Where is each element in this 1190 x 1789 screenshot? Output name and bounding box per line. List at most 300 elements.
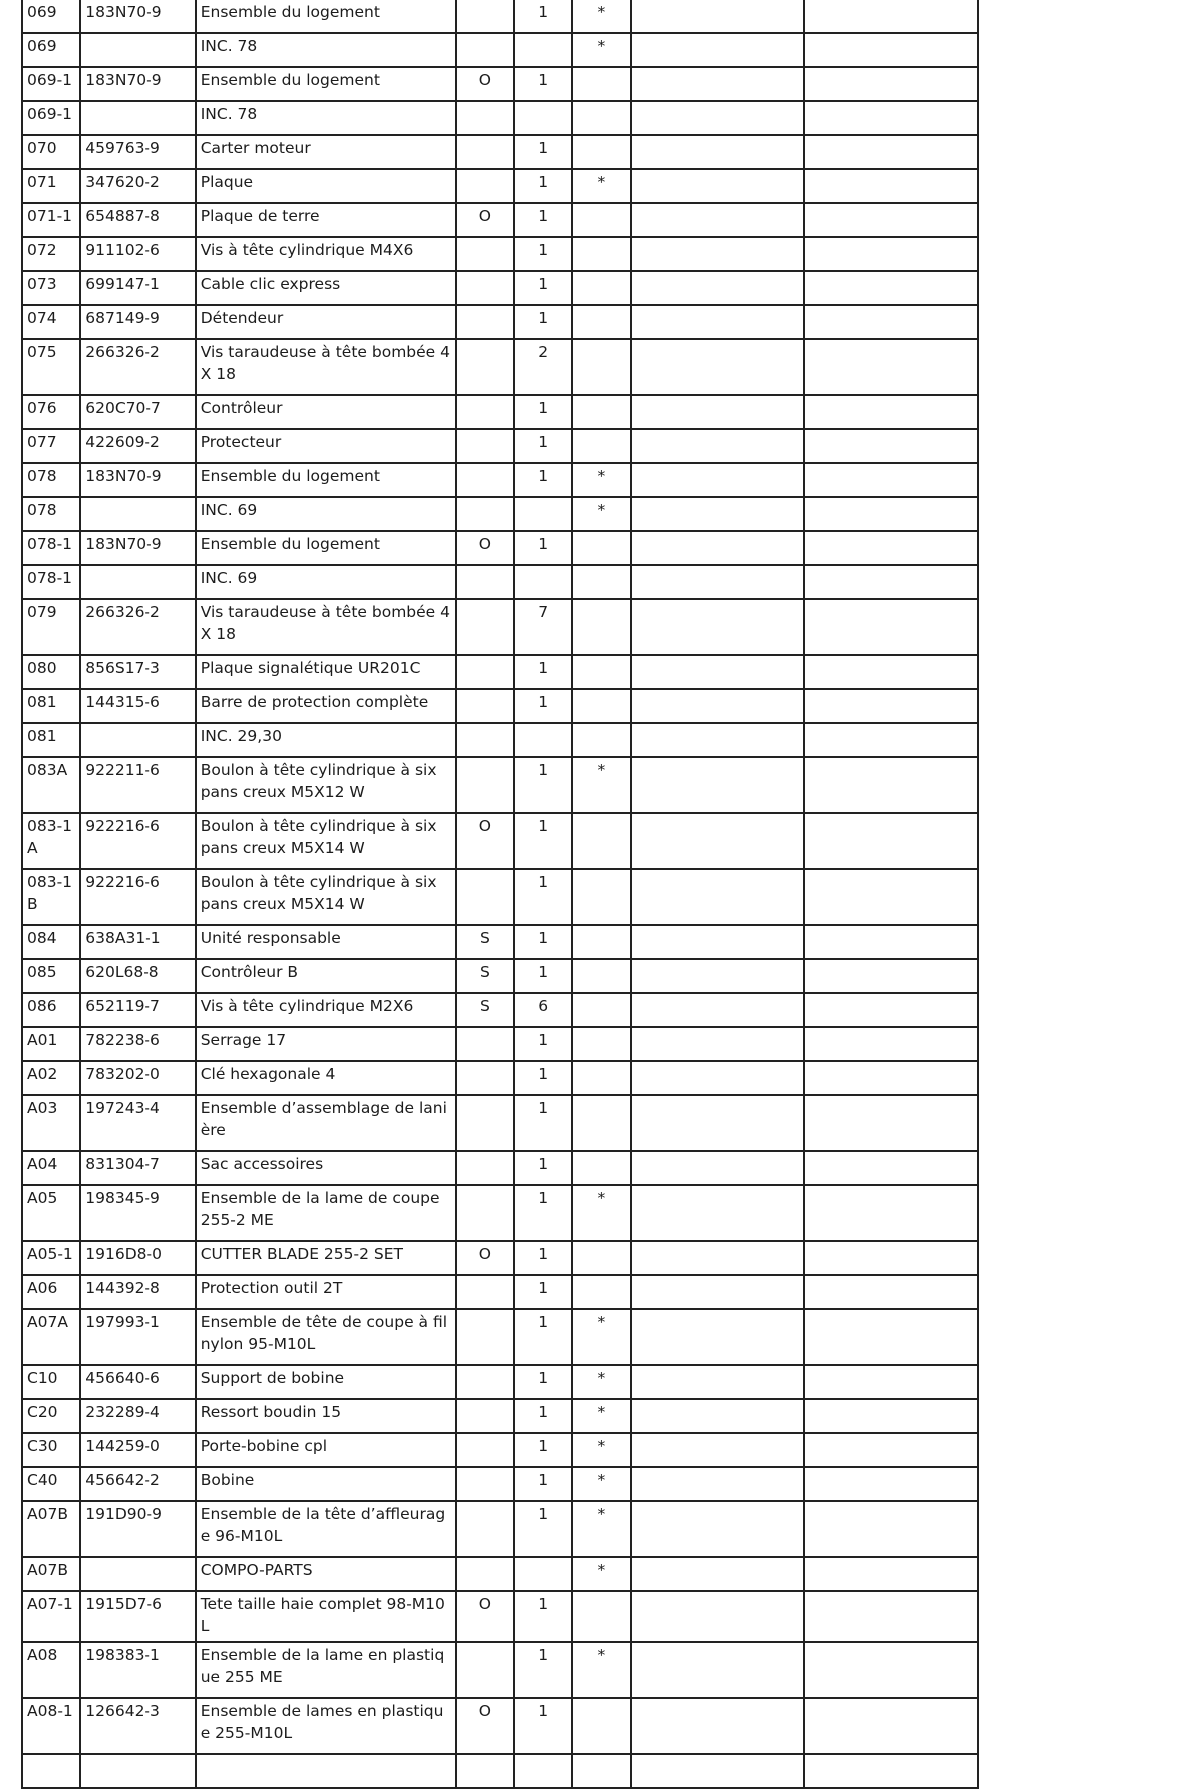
empty-cell bbox=[804, 67, 978, 101]
parts-table-body bbox=[22, 0, 978, 1788]
part-number-cell: 144315-6 bbox=[80, 689, 195, 723]
option-cell bbox=[456, 869, 514, 925]
description-cell: Tete taille haie complet 98-M10L bbox=[196, 1591, 456, 1642]
option-cell bbox=[456, 1309, 514, 1365]
empty-cell bbox=[804, 1557, 978, 1591]
table-row bbox=[22, 869, 978, 925]
table-row bbox=[22, 1151, 978, 1185]
item-number-cell: 069-1 bbox=[22, 101, 80, 135]
option-cell bbox=[456, 271, 514, 305]
empty-cell bbox=[631, 1309, 805, 1365]
option-cell bbox=[456, 565, 514, 599]
empty-cell bbox=[804, 33, 978, 67]
empty-cell bbox=[804, 1433, 978, 1467]
table-row bbox=[22, 203, 978, 237]
part-number-cell: 266326-2 bbox=[80, 339, 195, 395]
description-cell: INC. 78 bbox=[196, 101, 456, 135]
description-cell: CUTTER BLADE 255-2 SET bbox=[196, 1241, 456, 1275]
note-cell: * bbox=[572, 33, 630, 67]
empty-cell bbox=[804, 1399, 978, 1433]
empty-cell bbox=[631, 1754, 805, 1788]
part-number-cell: 191D90-9 bbox=[80, 1501, 195, 1557]
quantity-cell: 1 bbox=[514, 531, 572, 565]
description-cell: Vis taraudeuse à tête bombée 4X 18 bbox=[196, 599, 456, 655]
empty-cell bbox=[804, 689, 978, 723]
empty-cell bbox=[631, 869, 805, 925]
empty-cell bbox=[804, 1241, 978, 1275]
empty-cell bbox=[804, 1061, 978, 1095]
option-cell: S bbox=[456, 993, 514, 1027]
quantity-cell: 1 bbox=[514, 395, 572, 429]
quantity-cell: 6 bbox=[514, 993, 572, 1027]
empty-cell bbox=[804, 1027, 978, 1061]
item-number-cell: 081 bbox=[22, 689, 80, 723]
note-cell bbox=[572, 271, 630, 305]
option-cell bbox=[456, 655, 514, 689]
note-cell: * bbox=[572, 169, 630, 203]
item-number-cell: A06 bbox=[22, 1275, 80, 1309]
part-number-cell: 232289-4 bbox=[80, 1399, 195, 1433]
item-number-cell: 073 bbox=[22, 271, 80, 305]
empty-cell bbox=[804, 1095, 978, 1151]
item-number-cell: 086 bbox=[22, 993, 80, 1027]
empty-cell bbox=[631, 1365, 805, 1399]
empty-cell bbox=[804, 723, 978, 757]
quantity-cell: 1 bbox=[514, 1399, 572, 1433]
note-cell: * bbox=[572, 1557, 630, 1591]
part-number-cell: 831304-7 bbox=[80, 1151, 195, 1185]
table-row bbox=[22, 993, 978, 1027]
note-cell bbox=[572, 565, 630, 599]
quantity-cell bbox=[514, 565, 572, 599]
empty-cell bbox=[631, 1095, 805, 1151]
item-number-cell: 070 bbox=[22, 135, 80, 169]
quantity-cell: 1 bbox=[514, 135, 572, 169]
option-cell: S bbox=[456, 925, 514, 959]
part-number-cell bbox=[80, 33, 195, 67]
empty-cell bbox=[631, 757, 805, 813]
part-number-cell: 456642-2 bbox=[80, 1467, 195, 1501]
table-row bbox=[22, 599, 978, 655]
table-row bbox=[22, 305, 978, 339]
item-number-cell: C30 bbox=[22, 1433, 80, 1467]
description-cell: Ensemble de la lame en plastique 255 ME bbox=[196, 1642, 456, 1698]
description-cell: Protection outil 2T bbox=[196, 1275, 456, 1309]
part-number-cell: 1916D8-0 bbox=[80, 1241, 195, 1275]
description-cell: Vis à tête cylindrique M2X6 bbox=[196, 993, 456, 1027]
empty-cell bbox=[631, 1027, 805, 1061]
quantity-cell: 1 bbox=[514, 1241, 572, 1275]
description-cell: Ensemble de la tête d’affleurage 96-M10L bbox=[196, 1501, 456, 1557]
description-cell: Plaque signalétique UR201C bbox=[196, 655, 456, 689]
note-cell bbox=[572, 869, 630, 925]
empty-cell bbox=[631, 1399, 805, 1433]
quantity-cell: 1 bbox=[514, 1151, 572, 1185]
quantity-cell: 1 bbox=[514, 959, 572, 993]
option-cell bbox=[456, 497, 514, 531]
note-cell: * bbox=[572, 0, 630, 33]
note-cell bbox=[572, 723, 630, 757]
description-cell: Boulon à tête cylindrique à six pans creux M5X12 W bbox=[196, 757, 456, 813]
empty-cell bbox=[804, 757, 978, 813]
table-row bbox=[22, 339, 978, 395]
description-cell: INC. 69 bbox=[196, 565, 456, 599]
empty-cell bbox=[631, 993, 805, 1027]
table-row bbox=[22, 1642, 978, 1698]
quantity-cell: 1 bbox=[514, 1591, 572, 1642]
item-number-cell: A07B bbox=[22, 1557, 80, 1591]
description-cell: Ensemble de lames en plastique 255-M10L bbox=[196, 1698, 456, 1754]
table-row bbox=[22, 1501, 978, 1557]
empty-cell bbox=[804, 1365, 978, 1399]
option-cell bbox=[456, 0, 514, 33]
option-cell: O bbox=[456, 1698, 514, 1754]
part-number-cell: 856S17-3 bbox=[80, 655, 195, 689]
item-number-cell: 069 bbox=[22, 0, 80, 33]
description-cell: Carter moteur bbox=[196, 135, 456, 169]
description-cell bbox=[196, 1754, 456, 1788]
empty-cell bbox=[631, 1151, 805, 1185]
part-number-cell: 183N70-9 bbox=[80, 463, 195, 497]
item-number-cell: 085 bbox=[22, 959, 80, 993]
part-number-cell: 911102-6 bbox=[80, 237, 195, 271]
table-row bbox=[22, 1433, 978, 1467]
item-number-cell: A07A bbox=[22, 1309, 80, 1365]
item-number-cell: A05-1 bbox=[22, 1241, 80, 1275]
empty-cell bbox=[804, 1151, 978, 1185]
empty-cell bbox=[804, 497, 978, 531]
part-number-cell: 422609-2 bbox=[80, 429, 195, 463]
empty-cell bbox=[631, 339, 805, 395]
item-number-cell: C20 bbox=[22, 1399, 80, 1433]
description-cell: Ensemble du logement bbox=[196, 531, 456, 565]
table-row bbox=[22, 1241, 978, 1275]
item-number-cell: 075 bbox=[22, 339, 80, 395]
note-cell bbox=[572, 395, 630, 429]
quantity-cell bbox=[514, 33, 572, 67]
part-number-cell bbox=[80, 1557, 195, 1591]
note-cell bbox=[572, 1591, 630, 1642]
empty-cell bbox=[804, 1275, 978, 1309]
note-cell: * bbox=[572, 1309, 630, 1365]
quantity-cell: 2 bbox=[514, 339, 572, 395]
empty-cell bbox=[631, 67, 805, 101]
description-cell: Plaque de terre bbox=[196, 203, 456, 237]
empty-cell bbox=[804, 565, 978, 599]
empty-cell bbox=[631, 1275, 805, 1309]
note-cell: * bbox=[572, 1501, 630, 1557]
empty-cell bbox=[631, 1061, 805, 1095]
option-cell bbox=[456, 1365, 514, 1399]
part-number-cell: 687149-9 bbox=[80, 305, 195, 339]
item-number-cell: 078 bbox=[22, 463, 80, 497]
table-row bbox=[22, 565, 978, 599]
part-number-cell bbox=[80, 565, 195, 599]
description-cell: Détendeur bbox=[196, 305, 456, 339]
parts-table bbox=[21, 0, 979, 1789]
description-cell: INC. 78 bbox=[196, 33, 456, 67]
option-cell bbox=[456, 101, 514, 135]
description-cell: Cable clic express bbox=[196, 271, 456, 305]
table-row bbox=[22, 169, 978, 203]
item-number-cell: 069 bbox=[22, 33, 80, 67]
table-row bbox=[22, 0, 978, 33]
empty-cell bbox=[631, 305, 805, 339]
item-number-cell: 083-1B bbox=[22, 869, 80, 925]
empty-cell bbox=[631, 689, 805, 723]
empty-cell bbox=[631, 395, 805, 429]
note-cell: * bbox=[572, 1365, 630, 1399]
empty-cell bbox=[631, 599, 805, 655]
quantity-cell: 1 bbox=[514, 1501, 572, 1557]
empty-cell bbox=[631, 1698, 805, 1754]
table-row bbox=[22, 1591, 978, 1642]
note-cell bbox=[572, 1095, 630, 1151]
quantity-cell bbox=[514, 101, 572, 135]
option-cell: S bbox=[456, 959, 514, 993]
quantity-cell: 1 bbox=[514, 1365, 572, 1399]
table-row bbox=[22, 1698, 978, 1754]
option-cell bbox=[456, 1433, 514, 1467]
option-cell: O bbox=[456, 1241, 514, 1275]
table-row bbox=[22, 655, 978, 689]
note-cell bbox=[572, 689, 630, 723]
note-cell bbox=[572, 135, 630, 169]
empty-cell bbox=[804, 1501, 978, 1557]
table-row bbox=[22, 429, 978, 463]
note-cell bbox=[572, 655, 630, 689]
table-row bbox=[22, 531, 978, 565]
item-number-cell: 074 bbox=[22, 305, 80, 339]
description-cell: Clé hexagonale 4 bbox=[196, 1061, 456, 1095]
description-cell: Ensemble du logement bbox=[196, 67, 456, 101]
table-row bbox=[22, 497, 978, 531]
description-cell: Barre de protection complète bbox=[196, 689, 456, 723]
quantity-cell: 1 bbox=[514, 925, 572, 959]
item-number-cell: 081 bbox=[22, 723, 80, 757]
item-number-cell: 079 bbox=[22, 599, 80, 655]
empty-cell bbox=[631, 1557, 805, 1591]
table-row bbox=[22, 1061, 978, 1095]
description-cell: Contrôleur bbox=[196, 395, 456, 429]
empty-cell bbox=[804, 655, 978, 689]
description-cell: Boulon à tête cylindrique à six pans creux M5X14 W bbox=[196, 869, 456, 925]
empty-cell bbox=[804, 429, 978, 463]
item-number-cell: 077 bbox=[22, 429, 80, 463]
description-cell: Boulon à tête cylindrique à six pans creux M5X14 W bbox=[196, 813, 456, 869]
part-number-cell: 197243-4 bbox=[80, 1095, 195, 1151]
note-cell bbox=[572, 959, 630, 993]
empty-cell bbox=[631, 925, 805, 959]
part-number-cell: 620C70-7 bbox=[80, 395, 195, 429]
item-number-cell: 076 bbox=[22, 395, 80, 429]
description-cell: COMPO-PARTS bbox=[196, 1557, 456, 1591]
table-row bbox=[22, 1275, 978, 1309]
table-row bbox=[22, 1557, 978, 1591]
item-number-cell: C10 bbox=[22, 1365, 80, 1399]
document-page bbox=[21, 0, 979, 1742]
item-number-cell: 083A bbox=[22, 757, 80, 813]
empty-cell bbox=[804, 1698, 978, 1754]
part-number-cell: 183N70-9 bbox=[80, 531, 195, 565]
part-number-cell: 654887-8 bbox=[80, 203, 195, 237]
empty-cell bbox=[804, 203, 978, 237]
description-cell: Vis taraudeuse à tête bombée 4X 18 bbox=[196, 339, 456, 395]
part-number-cell: 638A31-1 bbox=[80, 925, 195, 959]
table-row bbox=[22, 33, 978, 67]
table-row bbox=[22, 1185, 978, 1241]
quantity-cell: 1 bbox=[514, 463, 572, 497]
empty-cell bbox=[631, 33, 805, 67]
empty-cell bbox=[631, 169, 805, 203]
empty-cell bbox=[631, 959, 805, 993]
note-cell: * bbox=[572, 1467, 630, 1501]
part-number-cell: 197993-1 bbox=[80, 1309, 195, 1365]
quantity-cell: 1 bbox=[514, 305, 572, 339]
item-number-cell: A04 bbox=[22, 1151, 80, 1185]
empty-cell bbox=[631, 1241, 805, 1275]
item-number-cell: 078-1 bbox=[22, 565, 80, 599]
option-cell bbox=[456, 305, 514, 339]
empty-cell bbox=[804, 869, 978, 925]
description-cell: Serrage 17 bbox=[196, 1027, 456, 1061]
note-cell bbox=[572, 237, 630, 271]
table-row bbox=[22, 67, 978, 101]
empty-cell bbox=[631, 203, 805, 237]
quantity-cell: 1 bbox=[514, 813, 572, 869]
option-cell bbox=[456, 757, 514, 813]
empty-cell bbox=[804, 1467, 978, 1501]
quantity-cell: 1 bbox=[514, 757, 572, 813]
note-cell bbox=[572, 925, 630, 959]
part-number-cell: 183N70-9 bbox=[80, 67, 195, 101]
table-row bbox=[22, 237, 978, 271]
empty-cell bbox=[804, 1642, 978, 1698]
table-row bbox=[22, 723, 978, 757]
description-cell: Plaque bbox=[196, 169, 456, 203]
part-number-cell: 266326-2 bbox=[80, 599, 195, 655]
empty-cell bbox=[631, 271, 805, 305]
note-cell bbox=[572, 429, 630, 463]
description-cell: Sac accessoires bbox=[196, 1151, 456, 1185]
item-number-cell: A08-1 bbox=[22, 1698, 80, 1754]
quantity-cell: 1 bbox=[514, 271, 572, 305]
empty-cell bbox=[631, 655, 805, 689]
option-cell bbox=[456, 1501, 514, 1557]
description-cell: Bobine bbox=[196, 1467, 456, 1501]
empty-cell bbox=[804, 305, 978, 339]
item-number-cell: A01 bbox=[22, 1027, 80, 1061]
empty-cell bbox=[804, 813, 978, 869]
item-number-cell: 078 bbox=[22, 497, 80, 531]
description-cell: Unité responsable bbox=[196, 925, 456, 959]
item-number-cell: A08 bbox=[22, 1642, 80, 1698]
empty-cell bbox=[631, 813, 805, 869]
note-cell bbox=[572, 1061, 630, 1095]
option-cell bbox=[456, 723, 514, 757]
option-cell bbox=[456, 1027, 514, 1061]
note-cell bbox=[572, 339, 630, 395]
part-number-cell: 620L68-8 bbox=[80, 959, 195, 993]
quantity-cell bbox=[514, 1754, 572, 1788]
description-cell: Porte-bobine cpl bbox=[196, 1433, 456, 1467]
empty-cell bbox=[631, 1467, 805, 1501]
quantity-cell: 1 bbox=[514, 655, 572, 689]
description-cell: Protecteur bbox=[196, 429, 456, 463]
quantity-cell bbox=[514, 1557, 572, 1591]
empty-cell bbox=[631, 1501, 805, 1557]
table-row bbox=[22, 1399, 978, 1433]
item-number-cell: A02 bbox=[22, 1061, 80, 1095]
quantity-cell: 1 bbox=[514, 1095, 572, 1151]
empty-cell bbox=[631, 1591, 805, 1642]
item-number-cell: 080 bbox=[22, 655, 80, 689]
empty-cell bbox=[631, 429, 805, 463]
note-cell bbox=[572, 1151, 630, 1185]
description-cell: Ensemble du logement bbox=[196, 0, 456, 33]
item-number-cell: A05 bbox=[22, 1185, 80, 1241]
note-cell bbox=[572, 1698, 630, 1754]
quantity-cell: 1 bbox=[514, 237, 572, 271]
note-cell bbox=[572, 1275, 630, 1309]
quantity-cell bbox=[514, 497, 572, 531]
table-row bbox=[22, 463, 978, 497]
note-cell bbox=[572, 305, 630, 339]
table-row bbox=[22, 689, 978, 723]
option-cell bbox=[456, 1467, 514, 1501]
empty-cell bbox=[804, 237, 978, 271]
description-cell: Ensemble du logement bbox=[196, 463, 456, 497]
table-row bbox=[22, 1309, 978, 1365]
table-row bbox=[22, 813, 978, 869]
empty-cell bbox=[631, 1433, 805, 1467]
part-number-cell: 459763-9 bbox=[80, 135, 195, 169]
table-row bbox=[22, 271, 978, 305]
option-cell: O bbox=[456, 1591, 514, 1642]
table-row bbox=[22, 1467, 978, 1501]
option-cell: O bbox=[456, 531, 514, 565]
note-cell bbox=[572, 67, 630, 101]
empty-cell bbox=[804, 925, 978, 959]
table-row bbox=[22, 959, 978, 993]
quantity-cell: 7 bbox=[514, 599, 572, 655]
note-cell: * bbox=[572, 497, 630, 531]
empty-cell bbox=[631, 497, 805, 531]
option-cell: O bbox=[456, 813, 514, 869]
part-number-cell: 1915D7-6 bbox=[80, 1591, 195, 1642]
table-row bbox=[22, 1754, 978, 1788]
note-cell: * bbox=[572, 1399, 630, 1433]
option-cell bbox=[456, 1275, 514, 1309]
quantity-cell: 1 bbox=[514, 1309, 572, 1365]
note-cell bbox=[572, 101, 630, 135]
part-number-cell: 922216-6 bbox=[80, 869, 195, 925]
description-cell: INC. 69 bbox=[196, 497, 456, 531]
quantity-cell: 1 bbox=[514, 1698, 572, 1754]
part-number-cell: 126642-3 bbox=[80, 1698, 195, 1754]
description-cell: Support de bobine bbox=[196, 1365, 456, 1399]
option-cell bbox=[456, 135, 514, 169]
item-number-cell: 083-1A bbox=[22, 813, 80, 869]
option-cell: O bbox=[456, 203, 514, 237]
quantity-cell: 1 bbox=[514, 1185, 572, 1241]
note-cell bbox=[572, 813, 630, 869]
table-row bbox=[22, 1365, 978, 1399]
option-cell: O bbox=[456, 67, 514, 101]
note-cell: * bbox=[572, 1185, 630, 1241]
option-cell bbox=[456, 1151, 514, 1185]
quantity-cell: 1 bbox=[514, 169, 572, 203]
